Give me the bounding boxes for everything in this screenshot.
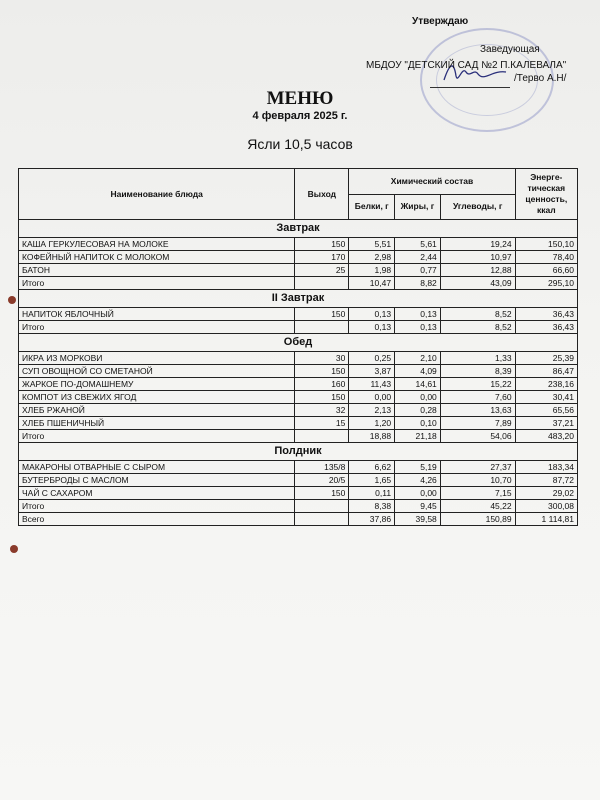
dish-carbs: 8,52 [440,321,515,334]
dish-protein: 3,87 [349,365,395,378]
table-row [19,378,578,391]
dish-carbs: 13,63 [440,404,515,417]
dish-protein: 0,00 [349,391,395,404]
dish-fat: 2,44 [395,251,441,264]
menu-date: 4 февраля 2025 г. [252,110,348,122]
total-row [19,430,578,443]
dish-output: 15 [295,417,349,430]
dish-carbs: 19,24 [440,238,515,251]
table-row [19,487,578,500]
dish-output: 170 [295,251,349,264]
dish-fat: 4,26 [395,474,441,487]
page-title: МЕНЮ [266,88,334,109]
dish-fat: 2,10 [395,352,441,365]
dish-name: Итого [19,321,295,334]
section-title: Обед [19,334,578,352]
dish-name: МАКАРОНЫ ОТВАРНЫЕ С СЫРОМ [19,461,295,474]
dish-output: 150 [295,487,349,500]
dish-output [295,430,349,443]
total-row [19,277,578,290]
dish-fat: 14,61 [395,378,441,391]
section-title: II Завтрак [19,290,578,308]
header-output: Выход [295,169,349,220]
director-name: /Терво А.Н/ [514,73,567,84]
dish-energy: 65,56 [515,404,577,417]
section-title: Полдник [19,443,578,461]
approval-label: Утверждаю [412,16,469,27]
dish-name: КОМПОТ ИЗ СВЕЖИХ ЯГОД [19,391,295,404]
header-carbs: Углеводы, г [440,194,515,220]
dish-carbs: 150,89 [440,513,515,526]
dish-fat: 0,00 [395,391,441,404]
section-header [19,443,578,461]
dish-name: ХЛЕБ ПШЕНИЧНЫЙ [19,417,295,430]
dish-name: ЧАЙ С САХАРОМ [19,487,295,500]
dish-carbs: 54,06 [440,430,515,443]
dish-name: НАПИТОК ЯБЛОЧНЫЙ [19,308,295,321]
table-row [19,308,578,321]
table-row [19,417,578,430]
menu-table [18,168,578,526]
grand-total-row [19,513,578,526]
dish-name: БАТОН [19,264,295,277]
menu-body [19,220,578,526]
dish-output: 25 [295,264,349,277]
dish-name: Итого [19,430,295,443]
table-row [19,391,578,404]
dish-energy: 150,10 [515,238,577,251]
table-row [19,461,578,474]
dish-output [295,500,349,513]
table-row [19,352,578,365]
dish-output: 150 [295,391,349,404]
table-row [19,474,578,487]
dish-energy: 37,21 [515,417,577,430]
dish-output [295,321,349,334]
dish-protein: 11,43 [349,378,395,391]
dish-energy: 29,02 [515,487,577,500]
dish-fat: 5,19 [395,461,441,474]
dish-output: 32 [295,404,349,417]
dish-carbs: 8,39 [440,365,515,378]
organization-name: МБДОУ "ДЕТСКИЙ САД №2 П.КАЛЕВАЛА" [366,60,567,71]
dish-output [295,513,349,526]
dish-name: ЖАРКОЕ ПО-ДОМАШНЕМУ [19,378,295,391]
dish-output: 20/5 [295,474,349,487]
dish-energy: 78,40 [515,251,577,264]
table-row [19,238,578,251]
dish-protein: 6,62 [349,461,395,474]
dish-output: 150 [295,238,349,251]
dish-protein: 0,25 [349,352,395,365]
menu-subtitle: Ясли 10,5 часов [247,136,353,152]
pin-mark [8,296,16,304]
dish-carbs: 1,33 [440,352,515,365]
dish-fat: 0,28 [395,404,441,417]
dish-protein: 1,65 [349,474,395,487]
dish-protein: 1,20 [349,417,395,430]
dish-name: Итого [19,500,295,513]
dish-name: Итого [19,277,295,290]
dish-fat: 4,09 [395,365,441,378]
dish-energy: 25,39 [515,352,577,365]
dish-fat: 0,13 [395,308,441,321]
dish-name: КОФЕЙНЫЙ НАПИТОК С МОЛОКОМ [19,251,295,264]
dish-protein: 2,98 [349,251,395,264]
dish-fat: 9,45 [395,500,441,513]
table-row [19,264,578,277]
head-title: Заведующая [480,44,540,55]
dish-fat: 0,10 [395,417,441,430]
header-name: Наименование блюда [19,169,295,220]
dish-carbs: 15,22 [440,378,515,391]
dish-output: 135/8 [295,461,349,474]
dish-protein: 37,86 [349,513,395,526]
dish-carbs: 43,09 [440,277,515,290]
dish-energy: 183,34 [515,461,577,474]
header-energy: Энерге-тическая ценность, ккал [515,169,577,220]
dish-energy: 86,47 [515,365,577,378]
dish-protein: 0,13 [349,308,395,321]
dish-output [295,277,349,290]
dish-protein: 0,13 [349,321,395,334]
dish-carbs: 45,22 [440,500,515,513]
dish-output: 150 [295,365,349,378]
total-row [19,500,578,513]
section-header [19,290,578,308]
dish-fat: 0,13 [395,321,441,334]
dish-fat: 21,18 [395,430,441,443]
dish-carbs: 8,52 [440,308,515,321]
dish-protein: 8,38 [349,500,395,513]
dish-protein: 5,51 [349,238,395,251]
dish-name: ИКРА ИЗ МОРКОВИ [19,352,295,365]
dish-fat: 0,00 [395,487,441,500]
dish-energy: 36,43 [515,308,577,321]
dish-output: 160 [295,378,349,391]
dish-fat: 5,61 [395,238,441,251]
dish-carbs: 12,88 [440,264,515,277]
dish-name: СУП ОВОЩНОЙ СО СМЕТАНОЙ [19,365,295,378]
section-header [19,220,578,238]
total-row [19,321,578,334]
dish-protein: 2,13 [349,404,395,417]
section-title: Завтрак [19,220,578,238]
dish-carbs: 7,15 [440,487,515,500]
dish-output: 30 [295,352,349,365]
dish-name: КАША ГЕРКУЛЕСОВАЯ НА МОЛОКЕ [19,238,295,251]
dish-fat: 0,77 [395,264,441,277]
dish-carbs: 7,60 [440,391,515,404]
dish-carbs: 27,37 [440,461,515,474]
dish-protein: 18,88 [349,430,395,443]
dish-output: 150 [295,308,349,321]
section-header [19,334,578,352]
dish-energy: 483,20 [515,430,577,443]
dish-name: ХЛЕБ РЖАНОЙ [19,404,295,417]
header-protein: Белки, г [349,194,395,220]
dish-fat: 39,58 [395,513,441,526]
dish-carbs: 10,97 [440,251,515,264]
dish-energy: 30,41 [515,391,577,404]
dish-energy: 295,10 [515,277,577,290]
dish-energy: 87,72 [515,474,577,487]
dish-fat: 8,82 [395,277,441,290]
dish-protein: 1,98 [349,264,395,277]
dish-energy: 36,43 [515,321,577,334]
table-row [19,251,578,264]
dish-energy: 1 114,81 [515,513,577,526]
dish-protein: 0,11 [349,487,395,500]
dish-name: БУТЕРБРОДЫ С МАСЛОМ [19,474,295,487]
dish-energy: 300,08 [515,500,577,513]
dish-protein: 10,47 [349,277,395,290]
dish-energy: 238,16 [515,378,577,391]
dish-carbs: 10,70 [440,474,515,487]
header-fat: Жиры, г [395,194,441,220]
header-chem: Химический состав [349,169,515,195]
dish-energy: 66,60 [515,264,577,277]
table-row [19,404,578,417]
pin-mark [10,545,18,553]
signature-line [430,73,510,88]
table-row [19,365,578,378]
dish-carbs: 7,89 [440,417,515,430]
dish-name: Всего [19,513,295,526]
